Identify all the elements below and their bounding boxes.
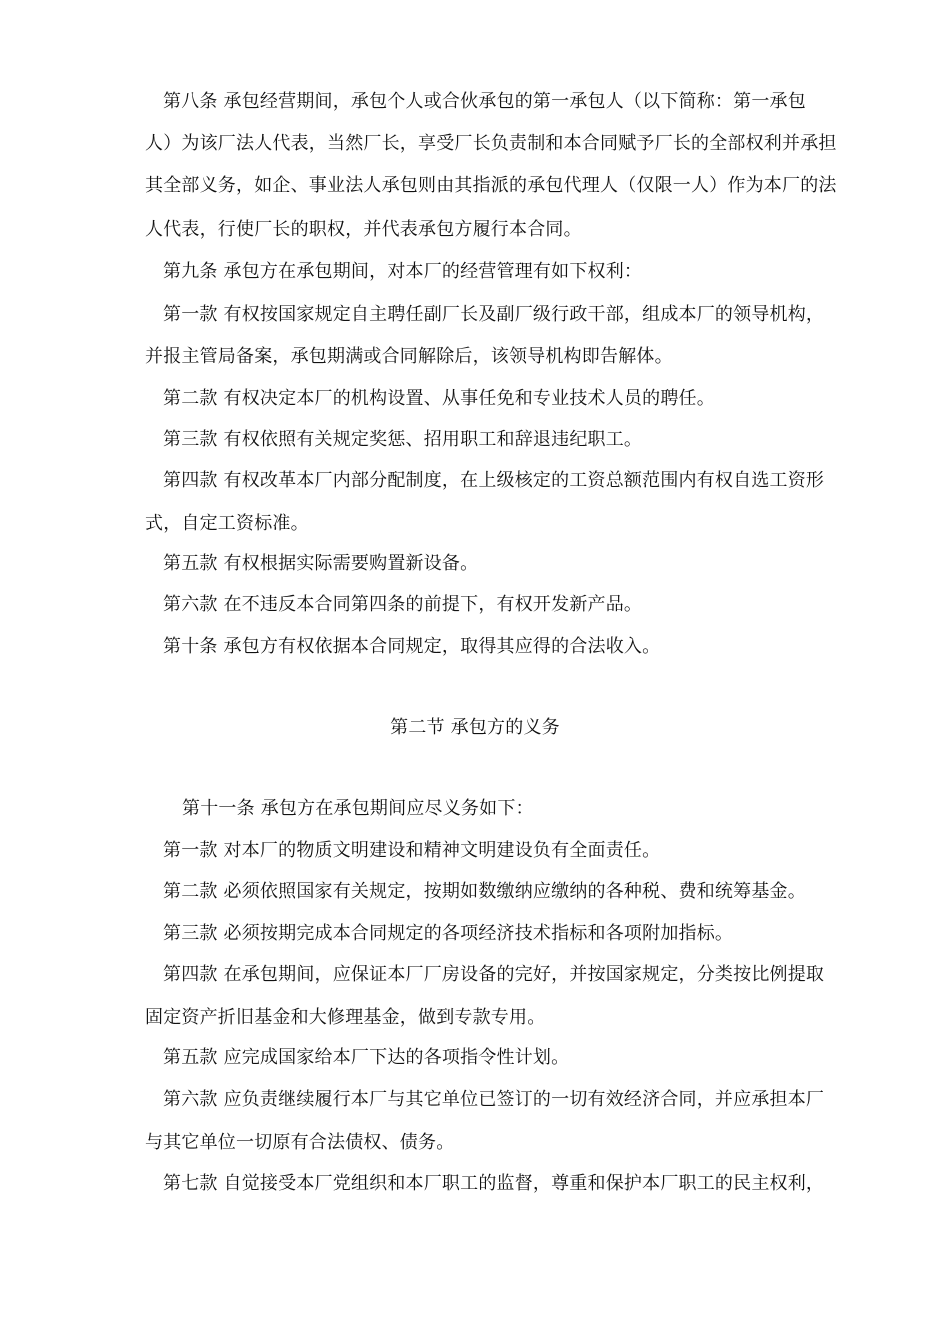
article-11-clause-6-line-1: 第六款 应负责继续履行本厂与其它单位已签订的一切有效经济合同，并应承担本厂 (163, 1089, 825, 1110)
article-11-heading: 第十一条 承包方在承包期间应尽义务如下： (182, 798, 534, 819)
article-9-clause-2: 第二款 有权决定本厂的机构设置、从事任免和专业技术人员的聘任。 (163, 388, 715, 409)
article-9-clause-4-line-2: 式，自定工资标准。 (145, 513, 309, 534)
article-9-clause-6: 第六款 在不违反本合同第四条的前提下，有权开发新产品。 (163, 594, 643, 615)
article-11-clause-2: 第二款 必须依照国家有关规定，按期如数缴纳应缴纳的各种税、费和统筹基金。 (163, 881, 806, 902)
article-11-clause-4-line-2: 固定资产折旧基金和大修理基金，做到专款专用。 (145, 1007, 546, 1028)
section-heading: 第二节 承包方的义务 (390, 717, 560, 738)
article-9-clause-1-line-2: 并报主管局备案，承包期满或合同解除后，该领导机构即告解体。 (145, 346, 673, 367)
article-8-line-1: 第八条 承包经营期间，承包个人或合伙承包的第一承包人（以下简称：第一承包 (163, 91, 806, 112)
article-9-clause-5: 第五款 有权根据实际需要购置新设备。 (163, 553, 479, 574)
article-9-clause-4-line-1: 第四款 有权改革本厂内部分配制度，在上级核定的工资总额范围内有权自选工资形 (163, 470, 825, 491)
article-11-clause-4-line-1: 第四款 在承包期间，应保证本厂厂房设备的完好，并按国家规定，分类按比例提取 (163, 964, 825, 985)
article-11-clause-7-line-1: 第七款 自觉接受本厂党组织和本厂职工的监督，尊重和保护本厂职工的民主权利， (163, 1173, 825, 1194)
article-11-clause-6-line-2: 与其它单位一切原有合法债权、债务。 (145, 1132, 455, 1153)
article-8-line-4: 人代表，行使厂长的职权，并代表承包方履行本合同。 (145, 219, 582, 240)
article-11-clause-3: 第三款 必须按期完成本合同规定的各项经济技术指标和各项附加指标。 (163, 923, 734, 944)
article-11-clause-1: 第一款 对本厂的物质文明建设和精神文明建设负有全面责任。 (163, 840, 661, 861)
article-11-clause-5: 第五款 应完成国家给本厂下达的各项指令性计划。 (163, 1047, 570, 1068)
article-8-line-2: 人）为该厂法人代表，当然厂长，享受厂长负责制和本合同赋予厂长的全部权利并承担 (145, 133, 837, 154)
article-9-clause-1-line-1: 第一款 有权按国家规定自主聘任副厂长及副厂级行政干部，组成本厂的领导机构， (163, 304, 825, 325)
article-10: 第十条 承包方有权依据本合同规定，取得其应得的合法收入。 (163, 636, 661, 657)
article-9-clause-3: 第三款 有权依照有关规定奖惩、招用职工和辞退违纪职工。 (163, 429, 643, 450)
article-8-line-3: 其全部义务，如企、事业法人承包则由其指派的承包代理人（仅限一人）作为本厂的法 (145, 175, 837, 196)
article-9-heading: 第九条 承包方在承包期间，对本厂的经营管理有如下权利： (163, 261, 643, 282)
